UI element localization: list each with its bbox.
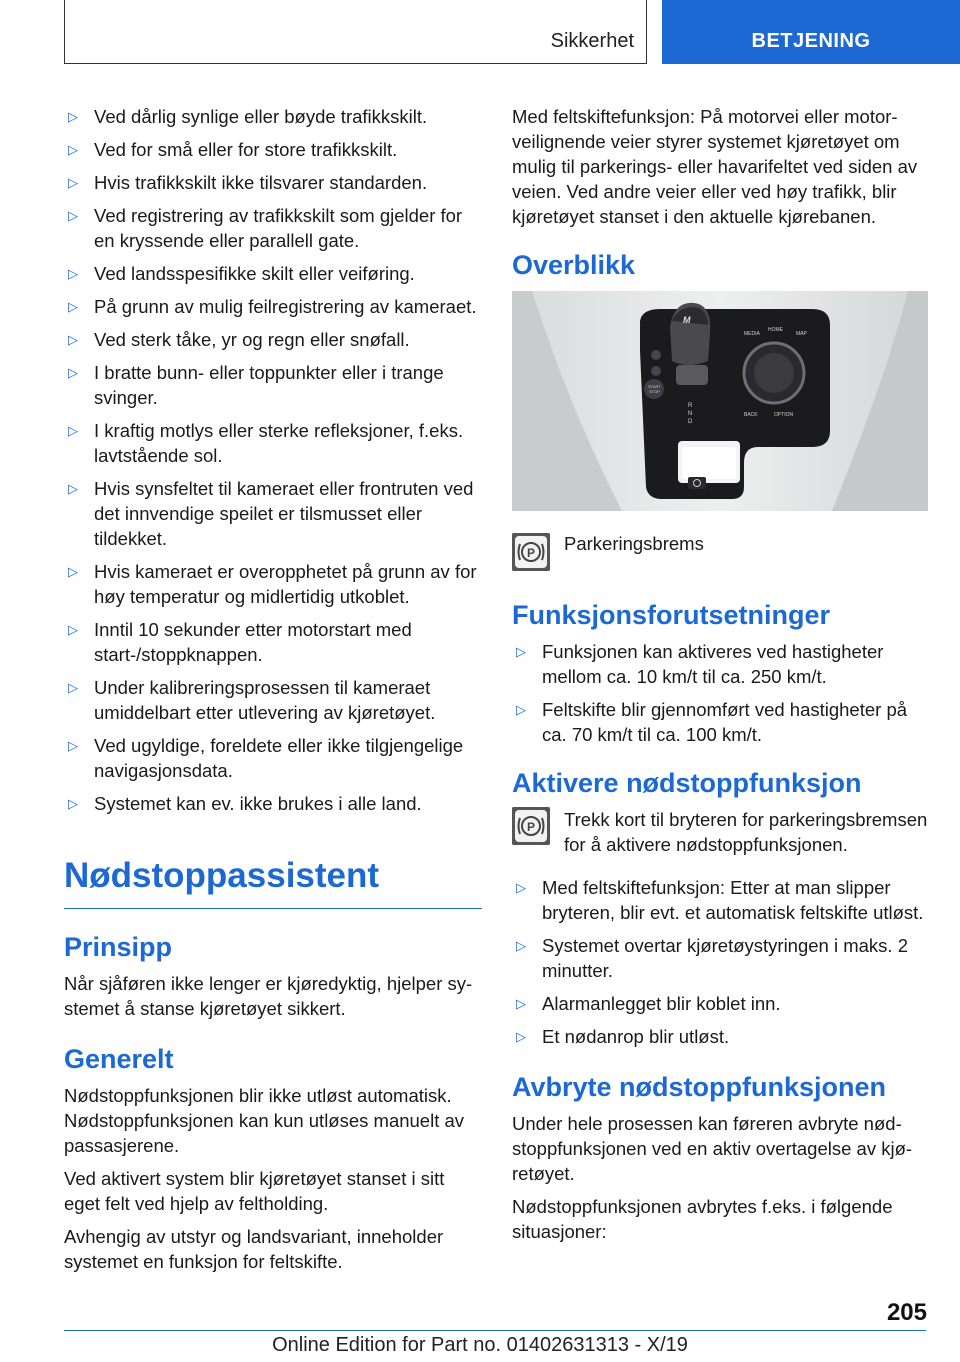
list-item: ▷ Systemet overtar kjøretøystyringen i maks. 2 minutter. [516,935,908,981]
list-item: ▷ Ved landsspesifikke skilt eller veiføring. [68,263,415,284]
svg-text:D: D [688,419,693,425]
list-item: ▷ Hvis kameraet er overopphetet på grunn av for høy temperatur og midlertidig utkoblet. [68,561,477,607]
chapter-heading: Nødstoppassistent [64,856,482,909]
triangle-bullet-icon: ▷ [516,702,526,717]
triangle-bullet-icon: ▷ [68,208,78,223]
svg-text:OPTION: OPTION [774,412,794,418]
footer-divider [64,1330,926,1331]
list-item: ▷ På grunn av mulig feilregistrering av kameraet. [68,296,477,317]
triangle-bullet-icon: ▷ [516,1029,526,1044]
svg-text:MAP: MAP [796,331,807,337]
paragraph-avbryte-1: Under hele prosessen kan føreren avbryte nødstoppfunksjonen ved en aktiv overtagelse av kjøretøyet. [512,1113,913,1184]
triangle-bullet-icon: ▷ [68,680,78,695]
triangle-bullet-icon: ▷ [68,332,78,347]
list-item: ▷ Ved for små eller for store trafikkskilt. [68,139,398,160]
conditions-list [512,639,928,747]
paragraph-lane-change: Med feltskiftefunksjon: På motorvei eller motorveilignende veier styrer systemet kjøretøyet om mulig til parkerings- eller havarifeltet ved siden av veien. Ved andre veier eller ved høy trafikk, blir kjøretøyet stanset i den aktuelle kjørebanen. [512,106,918,227]
list-item: ▷ Systemet kan ev. ikke brukes i alle land. [68,793,422,814]
triangle-bullet-icon: ▷ [68,564,78,579]
paragraph-generelt-2: Ved aktivert system blir kjøretøyet stanset i sitt eget felt ved hjelp av feltholding. [64,1168,445,1214]
list-item: ▷ Funksjonen kan aktiveres ved hastigheter mellom ca. 10 km/t til ca. 250 km/t. [516,641,884,687]
section-title: Sikkerhet [550,30,634,52]
section-heading-forutsetninger: Funksjonsforutsetninger [512,600,831,630]
svg-text:MEDIA: MEDIA [744,331,760,337]
section-heading-generelt: Generelt [64,1044,174,1074]
triangle-bullet-icon: ▷ [68,266,78,281]
activate-instruction: Trekk kort til bryteren for parkeringsbremsen for å aktivere nødstoppfunksjonen. [564,809,928,855]
list-item: ▷ Et nødanrop blir utløst. [516,1026,730,1047]
parking-brake-icon [512,533,550,571]
paragraph-generelt-1: Nødstoppfunksjonen blir ikke utløst automatisk. Nødstoppfunksjonen kan kun utløses manuelt av passasjerene. [64,1085,465,1156]
list-item: ▷ Ved registrering av trafikkskilt som gjelder for en kryssende eller parallell gate. [68,205,463,251]
footer-edition: Online Edition for Part no. 01402631313 - X/19 [272,1334,688,1356]
parking-brake-row [512,531,928,573]
svg-text:BACK: BACK [744,412,758,418]
header-section-tab [64,0,647,64]
svg-text:P: P [527,546,536,560]
svg-text:STOP: STOP [649,389,660,394]
paragraph-avbryte-2: Nødstoppfunksjonen avbrytes f.eks. i følgende situasjoner: [512,1196,893,1242]
list-item: ▷ Med feltskiftefunksjon: Etter at man slipper bryteren, blir evt. et automatisk feltskifte utløst. [516,877,924,923]
list-item: ▷ Hvis trafikkskilt ikke tilsvarer standarden. [68,172,428,193]
left-column [64,104,482,1282]
list-item: ▷ I kraftig motlys eller sterke refleksjoner, f.eks. lavtstående sol. [68,420,464,466]
svg-text:N: N [688,411,693,417]
parking-brake-icon [512,807,550,845]
chapter-title: BETJENING [751,30,871,52]
right-column [512,104,928,1252]
activate-instruction-row [512,807,928,857]
triangle-bullet-icon: ▷ [68,365,78,380]
section-heading-overblikk: Overblikk [512,250,636,280]
list-item: ▷ Ved ugyldige, foreldete eller ikke tilgjengelige navigasjonsdata. [68,735,464,781]
section-heading-prinsipp: Prinsipp [64,932,173,962]
page-number: 205 [886,1299,927,1326]
svg-text:R: R [688,403,693,409]
triangle-bullet-icon: ▷ [68,738,78,753]
limitations-list [64,104,482,816]
paragraph-prinsipp: Når sjåføren ikke lenger er kjøredyktig, hjelper systemet å stanse kjøretøyet sikkert. [64,973,473,1019]
center-console-photo [512,291,928,511]
svg-text:M: M [683,315,691,325]
list-item: ▷ Feltskifte blir gjennomført ved hastigheter på ca. 70 km/t til ca. 100 km/t. [516,699,908,745]
triangle-bullet-icon: ▷ [68,796,78,811]
paragraph-generelt-3: Avhengig av utstyr og landsvariant, inneholder systemet en funksjon for feltskifte. [64,1226,444,1272]
list-item: ▷ I bratte bunn- eller toppunkter eller i trange svinger. [68,362,444,408]
triangle-bullet-icon: ▷ [68,109,78,124]
activation-effects-list [512,875,928,1049]
list-item: ▷ Under kalibreringsprosessen til kameraet umiddelbart etter utlevering av kjøretøyet. [68,677,436,723]
section-heading-aktivere: Aktivere nødstoppfunksjon [512,768,862,798]
list-item: ▷ Ved dårlig synlige eller bøyde trafikkskilt. [68,106,428,127]
triangle-bullet-icon: ▷ [68,481,78,496]
triangle-bullet-icon: ▷ [68,142,78,157]
triangle-bullet-icon: ▷ [516,996,526,1011]
svg-text:P: P [527,820,536,834]
list-item: ▷ Inntil 10 sekunder etter motorstart med start-/stoppknappen. [68,619,412,665]
triangle-bullet-icon: ▷ [68,622,78,637]
list-item: ▷ Alarmanlegget blir koblet inn. [516,993,781,1014]
header-chapter-tab [662,0,960,64]
svg-text:START: START [648,384,661,389]
svg-text:HOME: HOME [768,327,783,333]
list-item: ▷ Ved sterk tåke, yr og regn eller snøfall. [68,329,410,350]
section-heading-avbryte: Avbryte nødstoppfunksjonen [512,1072,887,1102]
triangle-bullet-icon: ▷ [516,644,526,659]
parking-brake-label: Parkeringsbrems [564,533,704,554]
triangle-bullet-icon: ▷ [516,938,526,953]
triangle-bullet-icon: ▷ [516,880,526,895]
triangle-bullet-icon: ▷ [68,299,78,314]
list-item: ▷ Hvis synsfeltet til kameraet eller frontruten ved det innvendige speilet er tilsmusset eller tildekket. [68,478,474,549]
triangle-bullet-icon: ▷ [68,175,78,190]
triangle-bullet-icon: ▷ [68,423,78,438]
